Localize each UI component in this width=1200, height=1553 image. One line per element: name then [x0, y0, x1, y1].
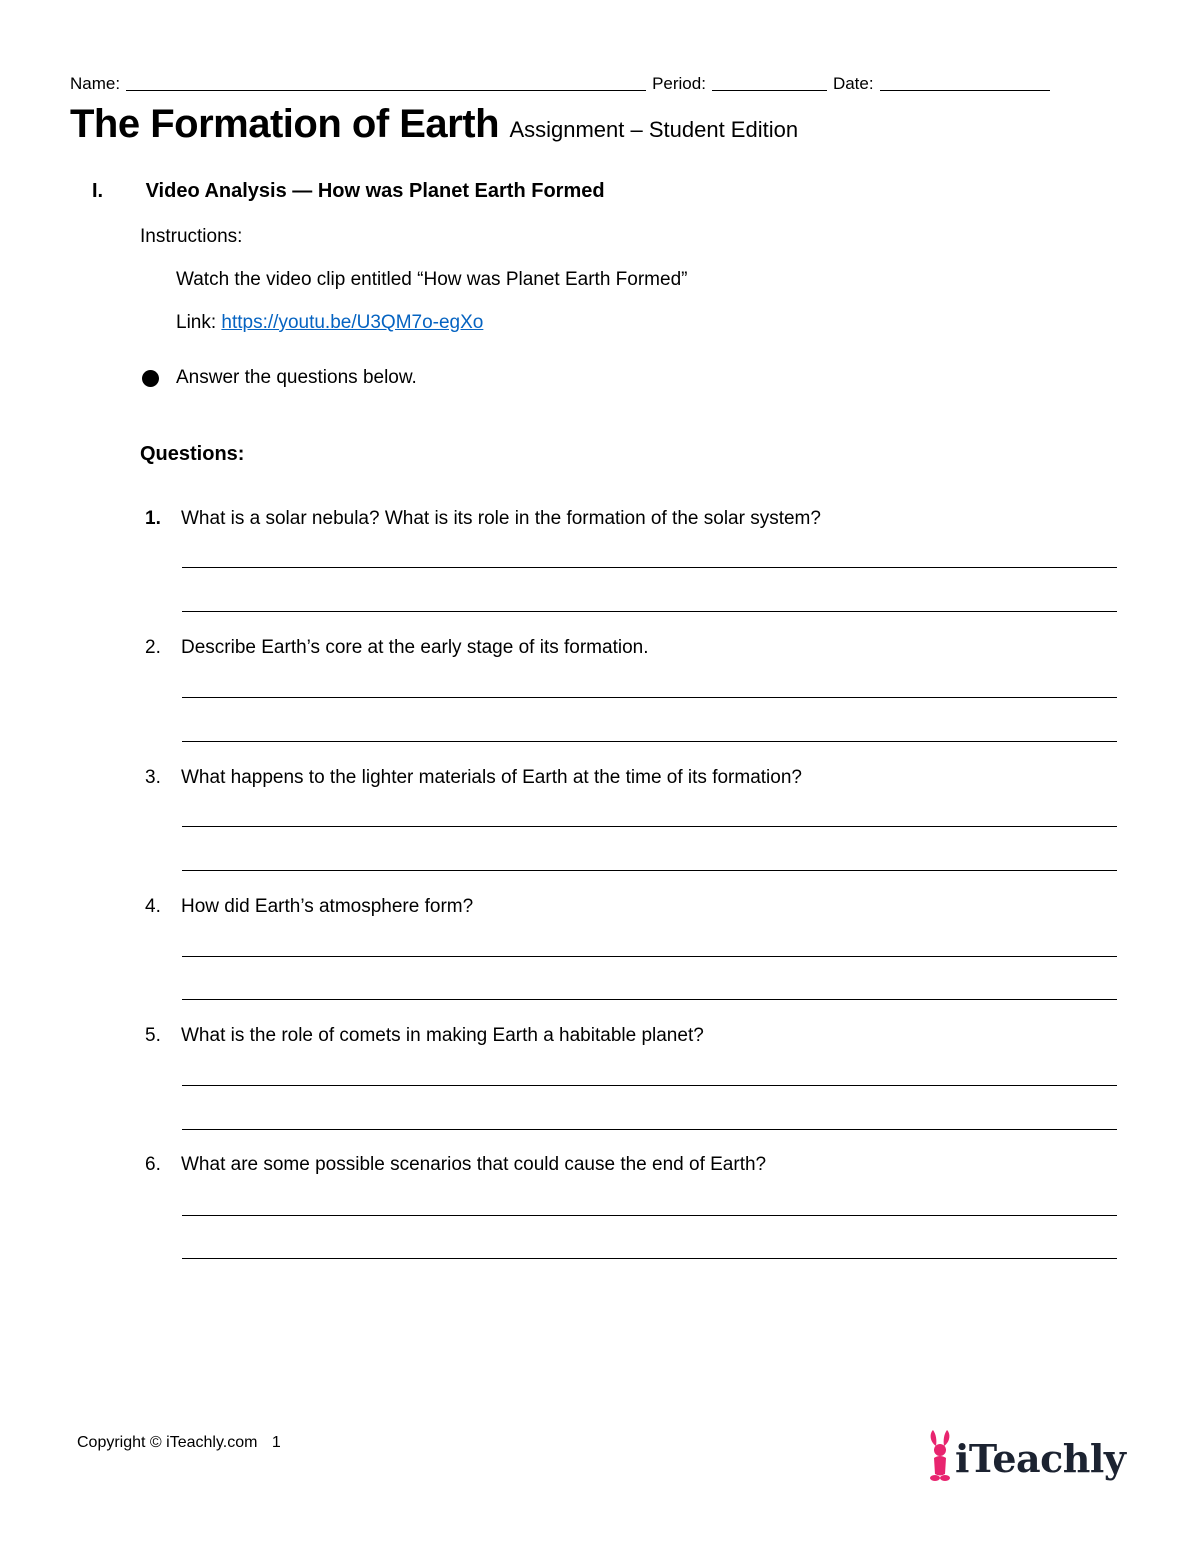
question-number: 1. — [145, 508, 161, 529]
bullet-text: Answer the questions below. — [176, 367, 417, 388]
question-5 — [145, 1025, 704, 1047]
question-4 — [145, 896, 473, 918]
question-6 — [145, 1154, 766, 1176]
iteachly-logo — [925, 1424, 1125, 1484]
answer-line[interactable] — [182, 741, 1117, 742]
question-number: 4. — [145, 896, 161, 917]
answer-line[interactable] — [182, 1085, 1117, 1086]
name-label: Name: — [70, 74, 121, 93]
answer-line[interactable] — [182, 826, 1117, 827]
title-subtitle: Assignment – Student Edition — [509, 117, 799, 142]
bullet-icon — [142, 370, 159, 387]
copyright-text: Copyright © iTeachly.com — [77, 1434, 258, 1451]
answer-line[interactable] — [182, 1129, 1117, 1130]
question-text: Describe Earth’s core at the early stage of its formation. — [181, 637, 649, 658]
watch-instruction: Watch the video clip entitled “How was Planet Earth Formed” — [176, 269, 688, 290]
question-1 — [145, 508, 821, 530]
bunny-icon — [925, 1428, 955, 1484]
answer-line[interactable] — [182, 999, 1117, 1000]
section-heading — [92, 180, 605, 203]
link-label: Link: — [176, 312, 217, 333]
date-blank[interactable] — [880, 76, 1050, 91]
footer — [77, 1434, 281, 1452]
video-link[interactable]: https://youtu.be/U3QM7o-egXo — [221, 312, 484, 333]
question-3 — [145, 767, 802, 789]
bullet-instruction — [142, 367, 417, 389]
section-title: Video Analysis — How was Planet Earth Formed — [145, 180, 605, 202]
answer-line[interactable] — [182, 1258, 1117, 1259]
page-number: 1 — [271, 1434, 281, 1451]
questions-heading: Questions: — [140, 443, 245, 465]
question-number: 6. — [145, 1154, 161, 1175]
question-text: How did Earth’s atmosphere form? — [181, 896, 474, 917]
title-main: The Formation of Earth — [70, 102, 499, 146]
date-label: Date: — [832, 74, 874, 93]
answer-line[interactable] — [182, 1215, 1117, 1216]
answer-line[interactable] — [182, 870, 1117, 871]
question-number: 2. — [145, 637, 161, 658]
section-numeral: I. — [92, 180, 104, 202]
answer-line[interactable] — [182, 567, 1117, 568]
question-number: 3. — [145, 767, 161, 788]
question-text: What are some possible scenarios that could cause the end of Earth? — [181, 1154, 767, 1175]
question-2 — [145, 637, 648, 659]
page-title — [70, 102, 798, 147]
logo-wordmark: iTeachly — [955, 1436, 1126, 1481]
question-text: What is the role of comets in making Earth a habitable planet? — [181, 1025, 704, 1046]
answer-line[interactable] — [182, 697, 1117, 698]
instructions-label: Instructions: — [140, 226, 243, 247]
question-text: What is a solar nebula? What is its role in the formation of the solar system? — [181, 508, 821, 529]
question-text: What happens to the lighter materials of Earth at the time of its formation? — [181, 767, 802, 788]
answer-line[interactable] — [182, 611, 1117, 612]
student-info-line — [70, 74, 1056, 94]
answer-line[interactable] — [182, 956, 1117, 957]
video-link-line — [176, 312, 483, 334]
period-blank[interactable] — [712, 76, 827, 91]
question-number: 5. — [145, 1025, 161, 1046]
period-label: Period: — [652, 74, 706, 93]
name-blank[interactable] — [126, 76, 646, 91]
